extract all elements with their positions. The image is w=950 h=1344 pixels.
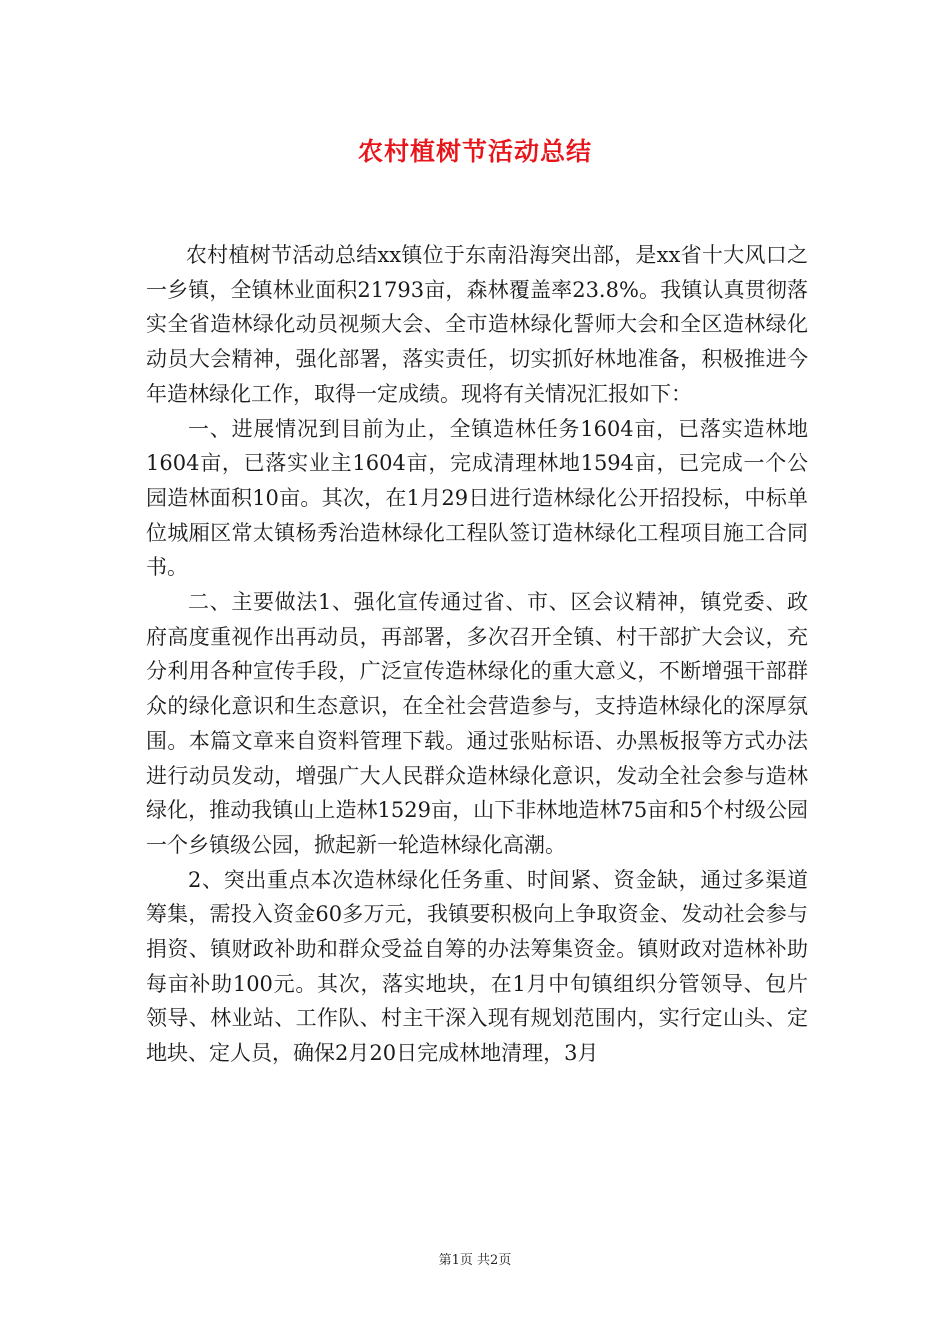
paragraph-methods: 二、主要做法1、强化宣传通过省、市、区会议精神，镇党委、政府高度重视作出再动员，再部署，多次召开全镇、村干部扩大会议，充分利用各种宣传手段，广泛宣传造林绿化的重大意义，不断增强干部群众的绿化意识和生态意识，在全社会营造参与，支持造林绿化的深厚氛围。本篇文章来自资料管理下载。通过张贴标语、办黑板报等方式办法进行动员发动，增强广大人民群众造林绿化意识，发动全社会参与造林绿化，推动我镇山上造林1529亩，山下非林地造林75亩和5个村级公园一个乡镇级公园，掀起新一轮造林绿化高潮。 (146, 590, 808, 857)
page-number: 第1页 共2页 (438, 1253, 512, 1268)
paragraph-intro: 农村植树节活动总结xx镇位于东南沿海突出部，是xx省十大风口之一乡镇，全镇林业面积21793亩，森林覆盖率23.8%。我镇认真贯彻落实全省造林绿化动员视频大会、全市造林绿化誓师大会和全区造林绿化动员大会精神，强化部署，落实责任，切实抓好林地准备，积极推进今年造林绿化工作，取得一定成绩。现将有关情况汇报如下： (146, 243, 808, 406)
paragraph-progress: 一、进展情况到目前为止，全镇造林任务1604亩，已落实造林地1604亩，已落实业主1604亩，完成清理林地1594亩，已完成一个公园造林面积10亩。其次，在1月29日进行造林绿化公开招投标，中标单位城厢区常太镇杨秀治造林绿化工程队签订造林绿化工程项目施工合同书。 (146, 416, 808, 580)
document-body (146, 238, 808, 1071)
paragraph-focus: 2、突出重点本次造林绿化任务重、时间紧、资金缺，通过多渠道筹集，需投入资金60多万元，我镇要积极向上争取资金、发动社会参与捐资、镇财政补助和群众受益自筹的办法筹集资金。镇财政对造林补助每亩补助100元。其次，落实地块，在1月中旬镇组织分管领导、包片领导、林业站、工作队、村主干深入现有规划范围内，实行定山头、定地块、定人员，确保2月20日完成林地清理，3月 (146, 867, 808, 1066)
document-title: 农村植树节活动总结 (357, 137, 592, 166)
